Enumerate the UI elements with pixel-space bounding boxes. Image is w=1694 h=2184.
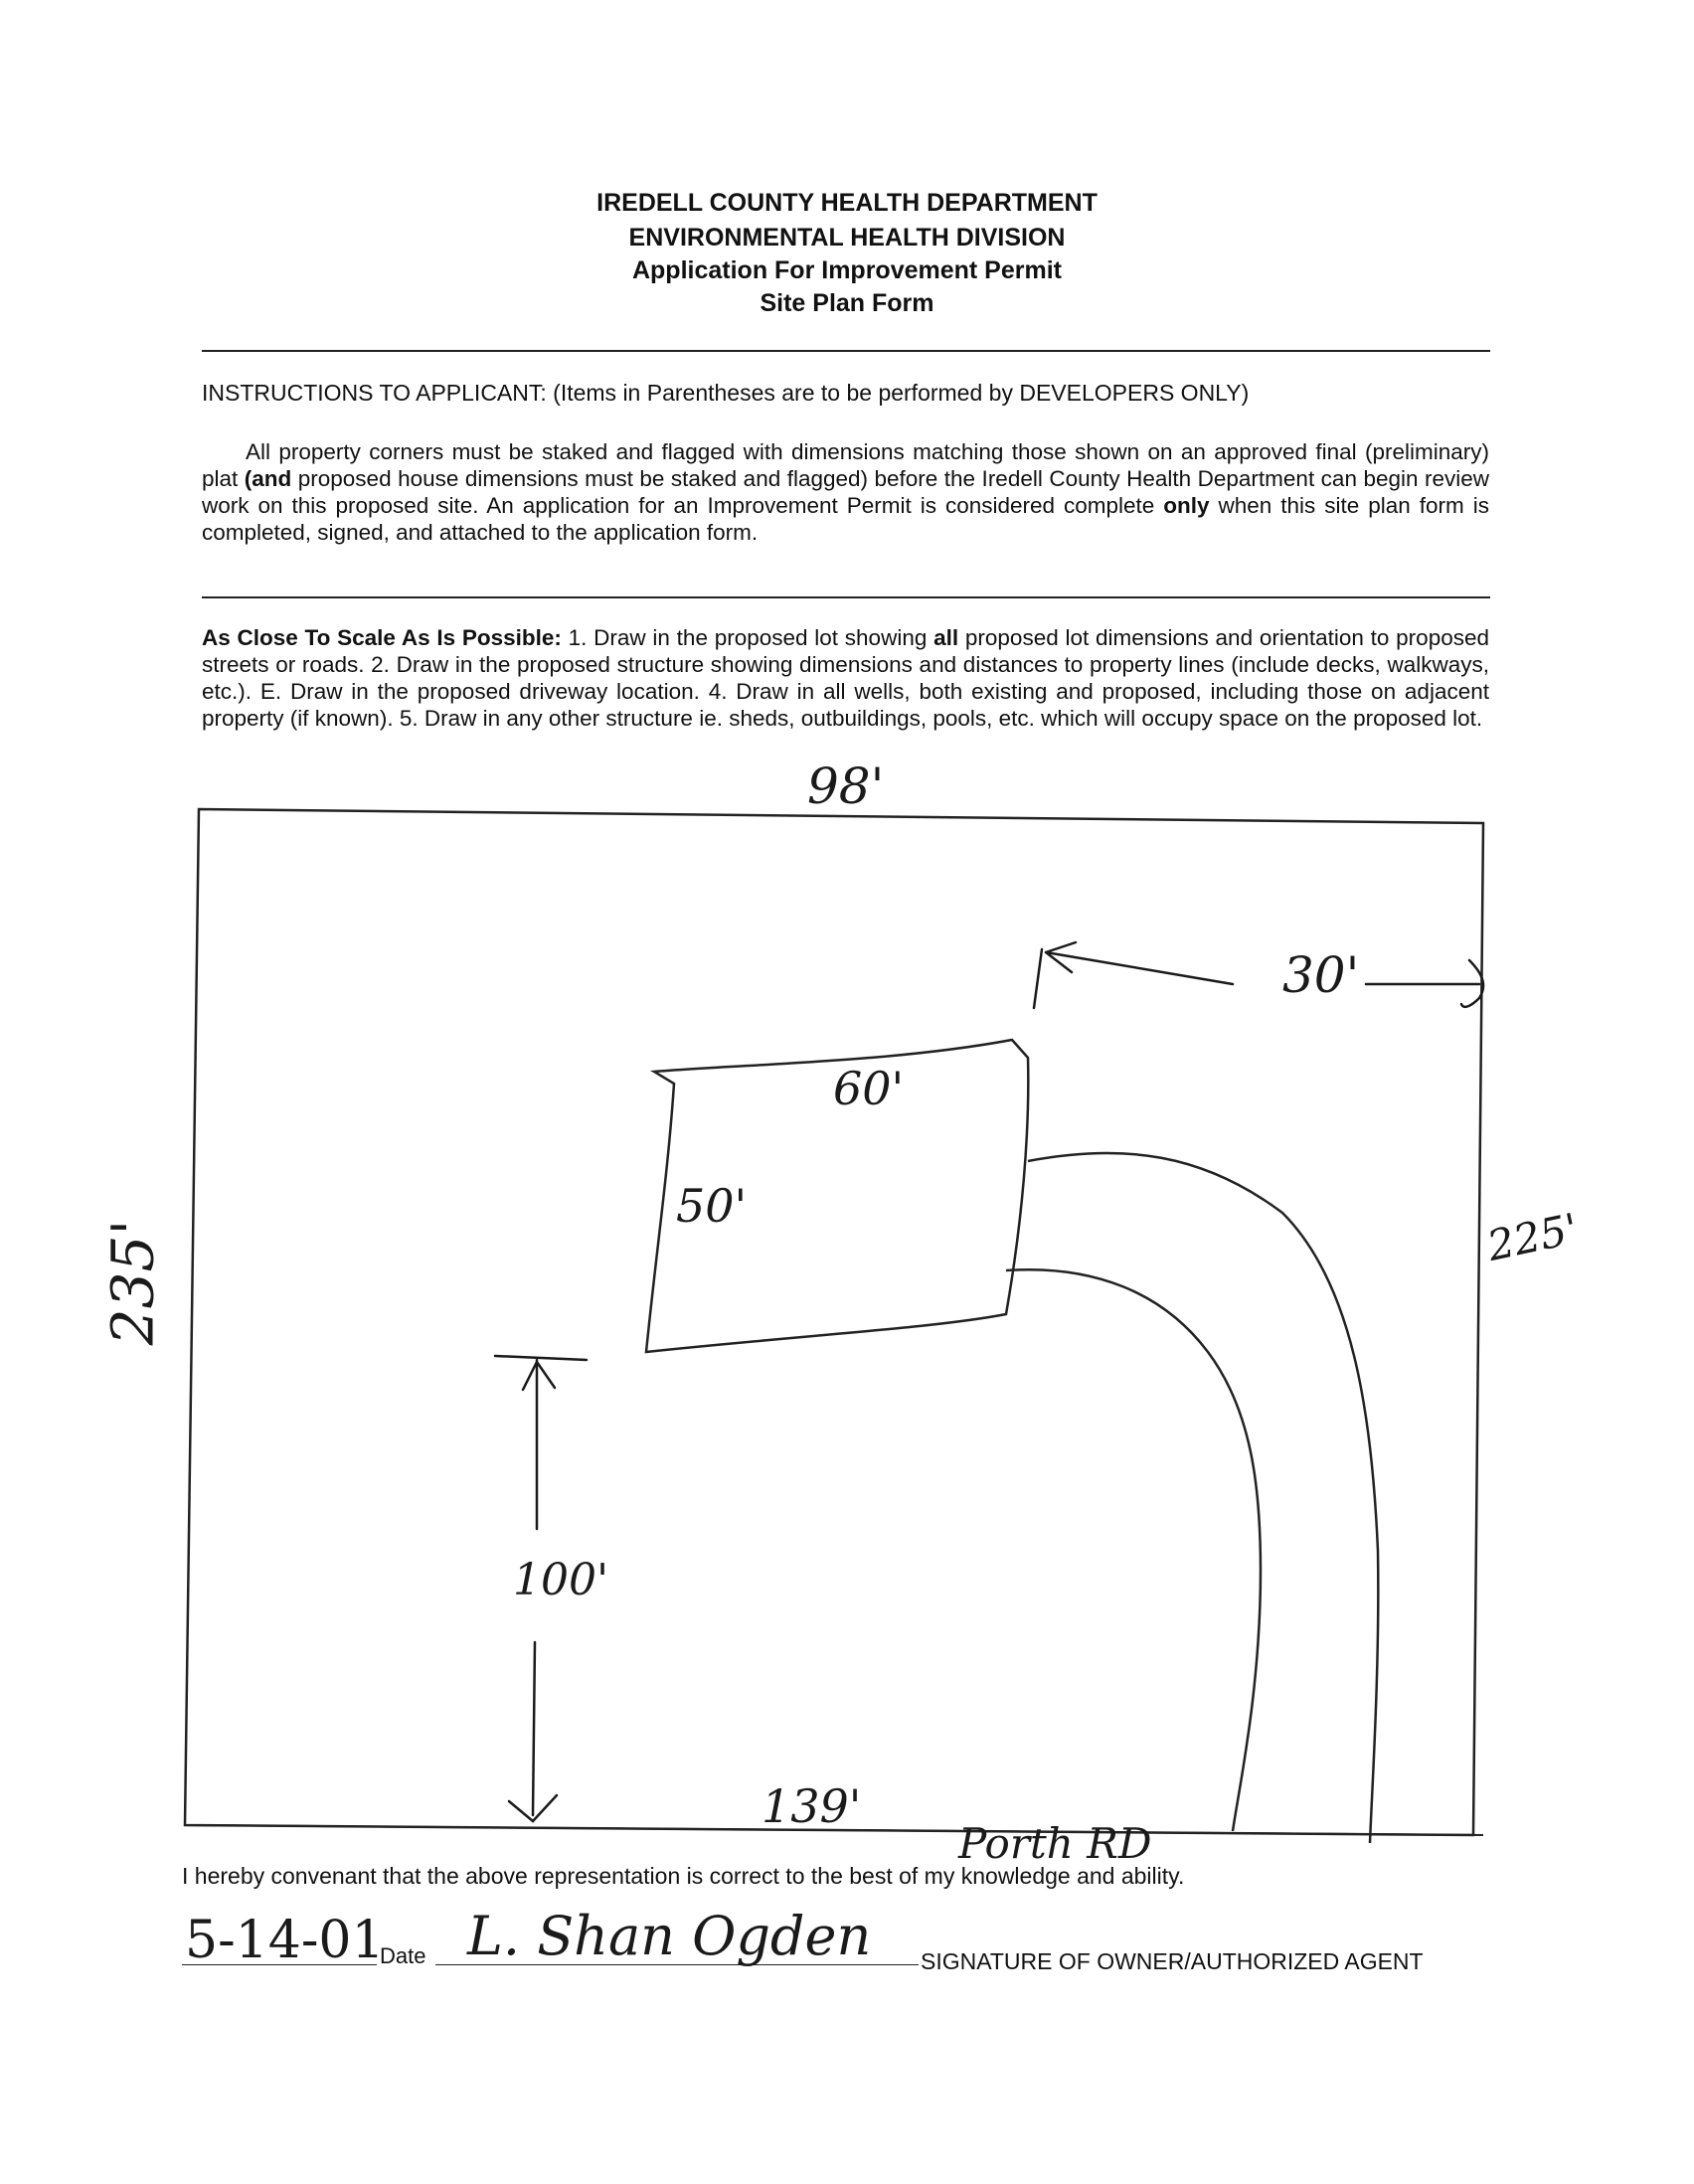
signature: L. Shan Ogden — [467, 1905, 872, 1967]
scale-instructions-text-2: proposed lot dimensions and orientation to proposed streets or roads. 2. Draw in the proposed structure showing dimensions and distances to property lines (include decks, walkways, etc.). E. Draw in the proposed driveway location. 4. Draw in all wells, both existing and proposed, including those on adjacent property (if known). 5. Draw in any other structure ie. sheds, outbuildings, pools, etc. which will occupy space on the proposed lot. — [202, 625, 1489, 731]
covenant-statement: I hereby convenant that the above representation is correct to the best of my knowledge and ability. — [182, 1863, 1185, 1889]
instructions-text-3: when this site plan form is completed, signed, and attached to the application form. — [202, 493, 1489, 545]
lot-right-dimension: 225' — [1482, 1204, 1583, 1270]
setback-front-dimension: 100' — [513, 1555, 609, 1605]
date-label: Date — [380, 1943, 426, 1968]
instructions-heading: INSTRUCTIONS TO APPLICANT: (Items in Parentheses are to be performed by DEVELOPERS ONLY) — [202, 380, 1250, 406]
road-name: Porth RD — [958, 1819, 1152, 1868]
signature-label: SIGNATURE OF OWNER/AUTHORIZED AGENT — [921, 1948, 1424, 1974]
setback-right-dimension: 30' — [1282, 946, 1360, 1004]
driveway-outer — [1028, 1153, 1378, 1843]
lot-top-dimension: 98' — [807, 757, 885, 815]
scale-instructions-bold: all — [933, 625, 959, 650]
setback-arrow-right-right-part — [1366, 960, 1483, 1007]
form-title-line-3: Application For Improvement Permit — [631, 256, 1062, 284]
setback-arrow-right-left-part — [1034, 942, 1233, 1008]
house-depth-dimension: 50' — [676, 1179, 748, 1233]
scale-instructions-lead: As Close To Scale As Is Possible: — [202, 625, 562, 650]
house-width-dimension: 60' — [833, 1062, 905, 1115]
date-value: 5-14-01 — [185, 1911, 385, 1970]
driveway-inner — [1006, 1269, 1261, 1831]
form-title-line-2: ENVIRONMENTAL HEALTH DIVISION — [628, 224, 1066, 252]
instructions-text-2: proposed house dimensions must be staked and flagged) before the Iredell County Health Department can begin review work on this proposed site. An application for an Improvement Permit is considered complete — [202, 466, 1489, 518]
instructions-text-bold-2: only — [1163, 493, 1210, 518]
instructions-text-bold-1: (and — [244, 466, 292, 491]
lot-bottom-dimension: 139' — [762, 1779, 862, 1833]
lot-left-dimension: 235' — [98, 1219, 167, 1346]
form-title-line-1: IREDELL COUNTY HEALTH DEPARTMENT — [596, 189, 1098, 217]
scale-instructions-text-1: 1. Draw in the proposed lot showing — [561, 625, 934, 650]
instructions-text-1: All property corners must be staked and flagged with dimensions matching those shown on an approved final (preliminary) plat — [202, 439, 1489, 491]
form-title-line-4: Site Plan Form — [760, 289, 934, 317]
